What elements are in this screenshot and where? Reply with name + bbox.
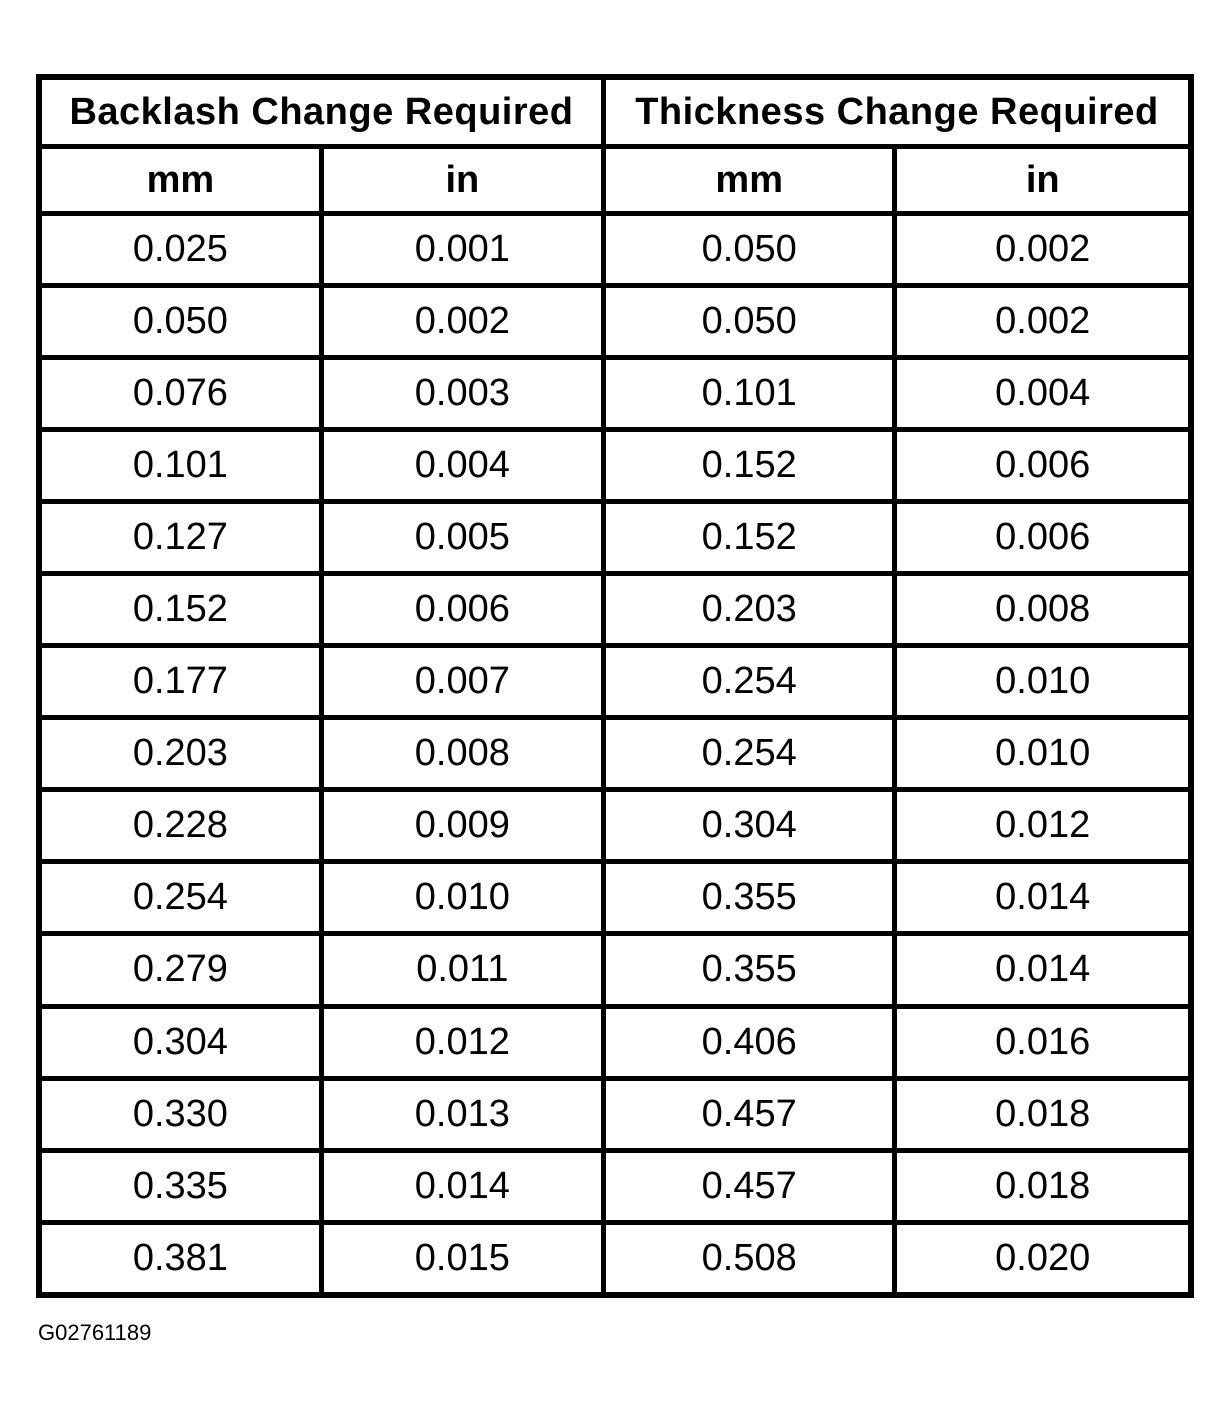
thickness-mm-header: mm bbox=[603, 147, 894, 214]
thickness-in-header: in bbox=[895, 147, 1191, 214]
thickness-in-cell: 0.014 bbox=[895, 934, 1191, 1006]
thickness-in-cell: 0.018 bbox=[895, 1078, 1191, 1150]
backlash-in-cell: 0.009 bbox=[321, 790, 603, 862]
backlash-mm-cell: 0.330 bbox=[39, 1078, 321, 1150]
thickness-mm-cell: 0.050 bbox=[603, 214, 894, 286]
thickness-in-cell: 0.006 bbox=[895, 430, 1191, 502]
table-row bbox=[39, 1078, 1191, 1150]
backlash-mm-header: mm bbox=[39, 147, 321, 214]
backlash-in-cell: 0.013 bbox=[321, 1078, 603, 1150]
thickness-in-cell: 0.004 bbox=[895, 358, 1191, 430]
backlash-mm-cell: 0.279 bbox=[39, 934, 321, 1006]
backlash-mm-cell: 0.381 bbox=[39, 1222, 321, 1295]
thickness-change-header: Thickness Change Required bbox=[603, 77, 1191, 147]
thickness-mm-cell: 0.152 bbox=[603, 502, 894, 574]
backlash-mm-cell: 0.203 bbox=[39, 718, 321, 790]
thickness-mm-cell: 0.050 bbox=[603, 286, 894, 358]
thickness-mm-cell: 0.508 bbox=[603, 1222, 894, 1295]
figure-id: G02761189 bbox=[38, 1320, 152, 1345]
thickness-mm-cell: 0.254 bbox=[603, 646, 894, 718]
thickness-in-cell: 0.010 bbox=[895, 646, 1191, 718]
table-row bbox=[39, 646, 1191, 718]
thickness-in-cell: 0.018 bbox=[895, 1150, 1191, 1222]
backlash-in-cell: 0.011 bbox=[321, 934, 603, 1006]
thickness-mm-cell: 0.355 bbox=[603, 934, 894, 1006]
table-row bbox=[39, 286, 1191, 358]
thickness-mm-cell: 0.152 bbox=[603, 430, 894, 502]
backlash-in-cell: 0.012 bbox=[321, 1006, 603, 1078]
table-row bbox=[39, 718, 1191, 790]
backlash-change-header: Backlash Change Required bbox=[39, 77, 603, 147]
backlash-in-cell: 0.003 bbox=[321, 358, 603, 430]
table-row bbox=[39, 214, 1191, 286]
table-row bbox=[39, 574, 1191, 646]
table-row bbox=[39, 1222, 1191, 1295]
backlash-mm-cell: 0.101 bbox=[39, 430, 321, 502]
thickness-in-cell: 0.016 bbox=[895, 1006, 1191, 1078]
table-row bbox=[39, 1150, 1191, 1222]
backlash-mm-cell: 0.335 bbox=[39, 1150, 321, 1222]
thickness-in-cell: 0.002 bbox=[895, 286, 1191, 358]
backlash-mm-cell: 0.076 bbox=[39, 358, 321, 430]
thickness-mm-cell: 0.203 bbox=[603, 574, 894, 646]
table-row bbox=[39, 430, 1191, 502]
backlash-in-cell: 0.006 bbox=[321, 574, 603, 646]
backlash-in-cell: 0.002 bbox=[321, 286, 603, 358]
backlash-in-cell: 0.015 bbox=[321, 1222, 603, 1295]
backlash-in-cell: 0.014 bbox=[321, 1150, 603, 1222]
table-body bbox=[39, 214, 1191, 1296]
thickness-in-cell: 0.008 bbox=[895, 574, 1191, 646]
backlash-in-header: in bbox=[321, 147, 603, 214]
backlash-mm-cell: 0.025 bbox=[39, 214, 321, 286]
thickness-in-cell: 0.002 bbox=[895, 214, 1191, 286]
table-row bbox=[39, 502, 1191, 574]
thickness-in-cell: 0.014 bbox=[895, 862, 1191, 934]
backlash-mm-cell: 0.228 bbox=[39, 790, 321, 862]
thickness-mm-cell: 0.101 bbox=[603, 358, 894, 430]
table-row bbox=[39, 790, 1191, 862]
thickness-in-cell: 0.012 bbox=[895, 790, 1191, 862]
table-row bbox=[39, 862, 1191, 934]
thickness-mm-cell: 0.304 bbox=[603, 790, 894, 862]
backlash-mm-cell: 0.304 bbox=[39, 1006, 321, 1078]
thickness-mm-cell: 0.457 bbox=[603, 1150, 894, 1222]
backlash-in-cell: 0.010 bbox=[321, 862, 603, 934]
thickness-mm-cell: 0.355 bbox=[603, 862, 894, 934]
thickness-in-cell: 0.010 bbox=[895, 718, 1191, 790]
thickness-mm-cell: 0.457 bbox=[603, 1078, 894, 1150]
backlash-mm-cell: 0.050 bbox=[39, 286, 321, 358]
group-header-row bbox=[39, 77, 1191, 147]
backlash-in-cell: 0.001 bbox=[321, 214, 603, 286]
backlash-in-cell: 0.005 bbox=[321, 502, 603, 574]
thickness-in-cell: 0.020 bbox=[895, 1222, 1191, 1295]
table-row bbox=[39, 1006, 1191, 1078]
thickness-in-cell: 0.006 bbox=[895, 502, 1191, 574]
backlash-in-cell: 0.008 bbox=[321, 718, 603, 790]
backlash-mm-cell: 0.127 bbox=[39, 502, 321, 574]
backlash-in-cell: 0.004 bbox=[321, 430, 603, 502]
thickness-mm-cell: 0.406 bbox=[603, 1006, 894, 1078]
backlash-mm-cell: 0.254 bbox=[39, 862, 321, 934]
backlash-mm-cell: 0.152 bbox=[39, 574, 321, 646]
backlash-mm-cell: 0.177 bbox=[39, 646, 321, 718]
table-row bbox=[39, 934, 1191, 1006]
backlash-thickness-table bbox=[36, 74, 1194, 1298]
thickness-mm-cell: 0.254 bbox=[603, 718, 894, 790]
backlash-in-cell: 0.007 bbox=[321, 646, 603, 718]
unit-header-row bbox=[39, 147, 1191, 214]
table-row bbox=[39, 358, 1191, 430]
